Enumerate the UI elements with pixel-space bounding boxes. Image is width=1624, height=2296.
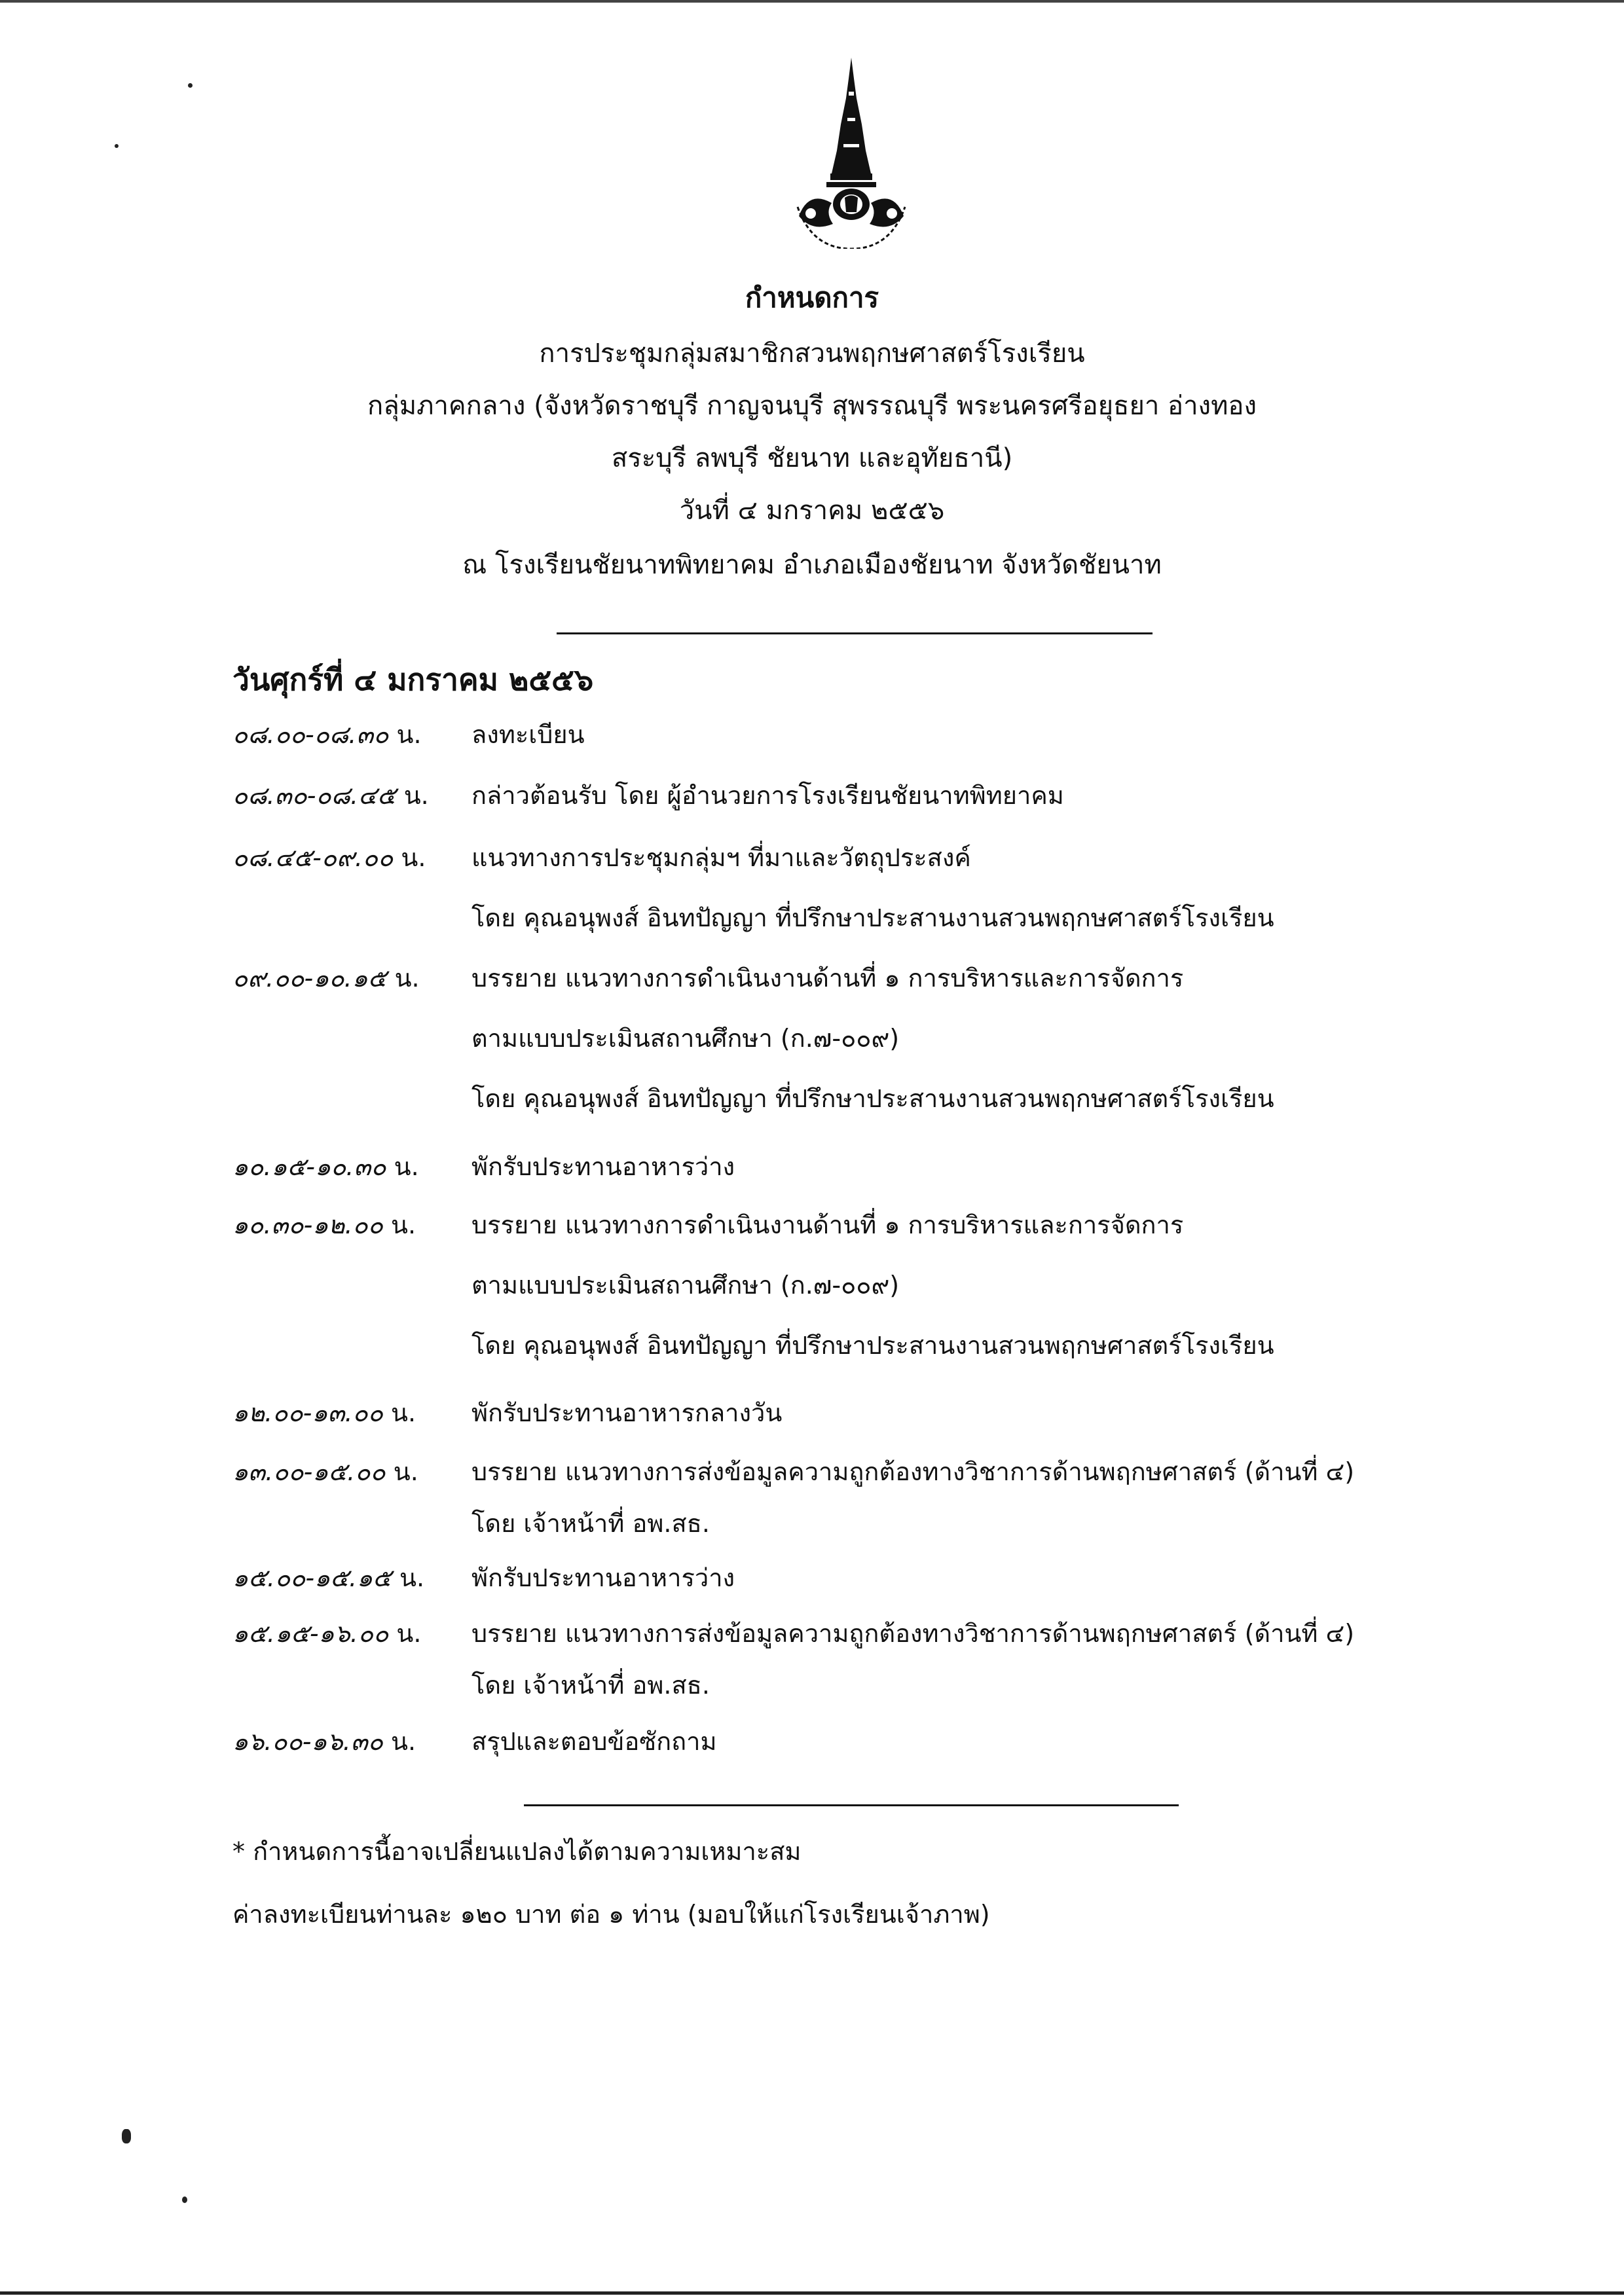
schedule-text: กล่าวต้อนรับ โดย ผู้อำนวยการโรงเรียนชัยนาทพิทยาคม	[471, 781, 1064, 810]
note-fee: ค่าลงทะเบียนท่านละ ๑๒๐ บาท ต่อ ๑ ท่าน (มอบให้แก่โรงเรียนเจ้าภาพ)	[232, 1900, 990, 1929]
day-heading: วันศุกร์ที่ ๔ มกราคม ๒๕๕๖	[232, 662, 594, 697]
schedule-text: ลงทะเบียน	[471, 720, 585, 749]
schedule-text: พักรับประทานอาหารว่าง	[471, 1152, 735, 1181]
schedule-text: พักรับประทานอาหารว่าง	[471, 1563, 735, 1592]
scan-speck	[122, 2129, 131, 2143]
page-title: กำหนดการ	[745, 282, 879, 314]
schedule-time: ๐๘.๔๕-๐๙.๐๐ น.	[232, 843, 426, 872]
divider-bottom	[524, 1804, 1179, 1806]
schedule-time: ๑๕.๐๐-๑๕.๑๕ น.	[232, 1563, 425, 1592]
scan-edge-bottom	[0, 2291, 1624, 2295]
schedule-text: บรรยาย แนวทางการส่งข้อมูลความถูกต้องทางวิชาการด้านพฤกษศาสตร์ (ด้านที่ ๔)	[471, 1619, 1355, 1648]
schedule-text: บรรยาย แนวทางการดำเนินงานด้านที่ ๑ การบริหารและการจัดการ	[471, 964, 1184, 993]
schedule-text: พักรับประทานอาหารกลางวัน	[471, 1398, 783, 1427]
divider-top	[557, 632, 1153, 634]
schedule-text: โดย เจ้าหน้าที่ อพ.สธ.	[471, 1671, 710, 1700]
schedule-text: โดย คุณอนุพงส์ อินทปัญญา ที่ปรึกษาประสานงานสวนพฤกษศาสตร์โรงเรียน	[471, 903, 1274, 932]
schedule-text: บรรยาย แนวทางการดำเนินงานด้านที่ ๑ การบริหารและการจัดการ	[471, 1211, 1184, 1239]
schedule-text: โดย คุณอนุพงส์ อินทปัญญา ที่ปรึกษาประสานงานสวนพฤกษศาสตร์โรงเรียน	[471, 1084, 1274, 1113]
schedule-time: ๐๘.๐๐-๐๘.๓๐ น.	[232, 720, 422, 749]
schedule-time: ๑๕.๑๕-๑๖.๐๐ น.	[232, 1619, 422, 1648]
schedule-text: ตามแบบประเมินสถานศึกษา (ก.๗-๐๐๙)	[471, 1024, 900, 1053]
header-line-1: การประชุมกลุ่มสมาชิกสวนพฤกษศาสตร์โรงเรียน	[539, 338, 1085, 369]
schedule-text: ตามแบบประเมินสถานศึกษา (ก.๗-๐๐๙)	[471, 1271, 900, 1300]
header-date: วันที่ ๔ มกราคม ๒๕๕๖	[679, 496, 945, 526]
scan-speck	[188, 83, 193, 88]
schedule-text: บรรยาย แนวทางการส่งข้อมูลความถูกต้องทางวิชาการด้านพฤกษศาสตร์ (ด้านที่ ๔)	[471, 1457, 1355, 1486]
emblem-logo	[773, 52, 930, 249]
schedule-time: ๐๙.๐๐-๑๐.๑๕ น.	[232, 964, 420, 993]
schedule-time: ๑๐.๑๕-๑๐.๓๐ น.	[232, 1152, 419, 1181]
scan-speck	[182, 2196, 187, 2203]
header-line-2: กลุ่มภาคกลาง (จังหวัดราชบุรี กาญจนบุรี สุพรรณบุรี พระนครศรีอยุธยา อ่างทอง	[367, 391, 1257, 421]
header-line-3: สระบุรี ลพบุรี ชัยนาท และอุทัยธานี)	[611, 443, 1013, 473]
schedule-text: สรุปและตอบข้อซักถาม	[471, 1727, 717, 1756]
schedule-time: ๑๐.๓๐-๑๒.๐๐ น.	[232, 1211, 416, 1239]
schedule-text: โดย คุณอนุพงส์ อินทปัญญา ที่ปรึกษาประสานงานสวนพฤกษศาสตร์โรงเรียน	[471, 1331, 1274, 1360]
schedule-time: ๐๘.๓๐-๐๘.๔๕ น.	[232, 781, 429, 810]
scan-speck	[115, 144, 119, 148]
schedule-time: ๑๒.๐๐-๑๓.๐๐ น.	[232, 1398, 416, 1427]
note-change: * กำหนดการนี้อาจเปลี่ยนแปลงได้ตามความเหมาะสม	[232, 1837, 802, 1866]
schedule-text: แนวทางการประชุมกลุ่มฯ ที่มาและวัตถุประสงค์	[471, 843, 971, 872]
schedule-text: โดย เจ้าหน้าที่ อพ.สธ.	[471, 1509, 710, 1538]
header-venue: ณ โรงเรียนชัยนาทพิทยาคม อำเภอเมืองชัยนาท จังหวัดชัยนาท	[462, 550, 1162, 580]
schedule-time: ๑๓.๐๐-๑๕.๐๐ น.	[232, 1457, 418, 1486]
scan-edge-top	[0, 0, 1624, 3]
schedule-time: ๑๖.๐๐-๑๖.๓๐ น.	[232, 1727, 416, 1756]
royal-project-emblem-icon	[773, 52, 930, 249]
